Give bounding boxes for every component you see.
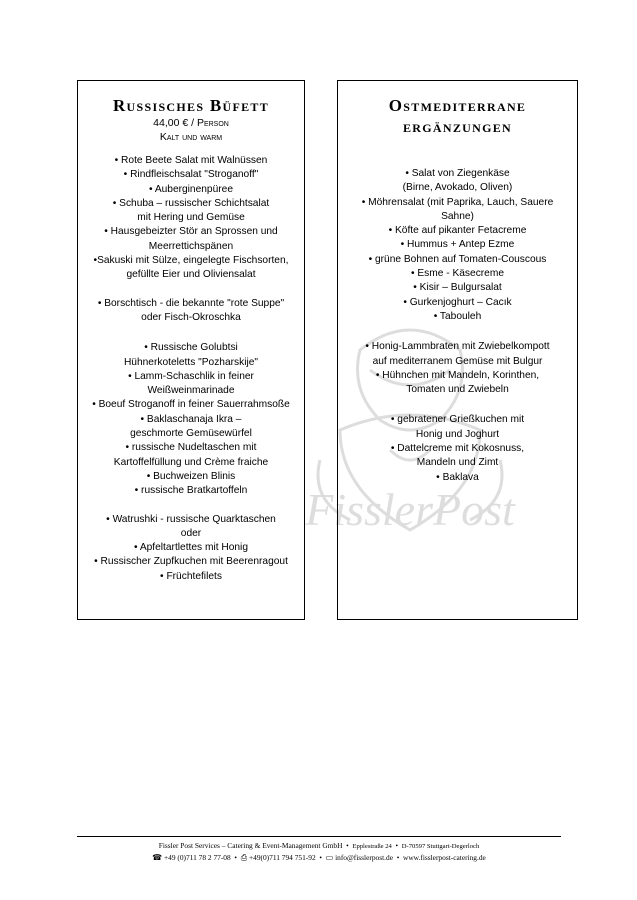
- menu-group-soup: [78, 297, 304, 326]
- menu-line: • Hausgebeizter Stör an Sprossen und: [104, 226, 278, 238]
- menu-line: • Russischer Zupfkuchen mit Beerenragout: [94, 556, 288, 568]
- menu-group-mains: [338, 340, 577, 397]
- menu-line: Meerrettichspänen: [148, 240, 234, 252]
- menu-line: Hühnerkoteletts "Pozharskije": [123, 356, 259, 368]
- menu-line: geschmorte Gemüsewürfel: [130, 428, 252, 440]
- menu-line: • Hühnchen mit Mandeln, Korinthen,: [375, 369, 540, 381]
- footer-line-1: Fissler Post Services – Catering & Event-Management GmbH • Epplestraße 24 • D-70597 Stuttgart-Degerloch: [158, 841, 480, 850]
- website-link[interactable]: www.fisslerpost-catering.de: [402, 853, 486, 862]
- menu-line: Mandeln und Zimt: [416, 457, 499, 469]
- fax-icon: ⎙: [240, 853, 248, 862]
- menu-line: • Schuba – russischer Schichtsalat: [112, 197, 270, 209]
- menu-line: • Lamm-Schaschlik in feiner: [128, 370, 254, 382]
- street-address: Epplestraße 24: [352, 843, 392, 850]
- menu-line: • Gurkenjoghurt – Cacık: [403, 296, 512, 308]
- menu-line: mit Hering und Gemüse: [137, 212, 245, 224]
- panel-subtitle: Kalt und warm: [159, 131, 223, 143]
- menu-line: Honig und Joghurt: [415, 428, 500, 440]
- menu-line: Kartoffelfüllung und Crème fraiche: [113, 456, 269, 468]
- menu-group-desserts: [338, 413, 577, 484]
- menu-line: • Rote Beete Salat mit Walnüssen: [114, 155, 268, 166]
- menu-line: • Dattelcreme mit Kokosnuss,: [390, 443, 525, 455]
- menu-line: • Früchtefilets: [160, 570, 222, 582]
- menu-line: Weißweinmarinade: [147, 385, 235, 397]
- menu-line: • Auberginenpüree: [148, 183, 233, 195]
- eastern-mediterranean-panel: [337, 80, 578, 620]
- menu-line: gefüllte Eier und Oliviensalat: [126, 269, 256, 281]
- menu-line: • grüne Bohnen auf Tomaten-Couscous: [368, 253, 547, 265]
- menu-line: • Boeuf Stroganoff in feiner Sauerrahmsoße: [92, 399, 290, 411]
- page-footer: [77, 840, 561, 863]
- menu-line: • Tabouleh: [433, 310, 482, 322]
- menu-line: • Watrushki - russische Quarktaschen: [106, 513, 276, 525]
- footer-divider: [77, 836, 561, 837]
- panel-title-line-2: ergänzungen: [403, 117, 512, 136]
- menu-line: • Baklava: [436, 471, 479, 483]
- menu-line: • Salat von Ziegenkäse: [405, 168, 510, 179]
- menu-group-desserts: [78, 513, 304, 584]
- email-address[interactable]: info@fisslerpost.de: [335, 853, 393, 862]
- menu-line: Sahne): [441, 210, 474, 222]
- panel-title-line-1: Ostmediterrane: [388, 96, 527, 115]
- menu-group-mains: [78, 341, 304, 498]
- menu-line: • Köfte auf pikanter Fetacreme: [388, 225, 527, 237]
- menu-line: (Birne, Avokado, Oliven): [402, 182, 513, 194]
- menu-line: auf mediterranem Gemüse mit Bulgur: [372, 355, 543, 367]
- menu-line: • russische Nudeltaschen mit: [125, 442, 257, 454]
- company-name: Fissler Post Services – Catering & Event-Management GmbH: [158, 841, 343, 850]
- footer-line-2: ☎ +49 (0)711 78 2 77-08 • ⎙ +49(0)711 794 751-92 • ▭ info@fisslerpost.de • www.fisslerpost-catering.de: [152, 853, 486, 862]
- menu-line: • russische Bratkartoffeln: [134, 485, 248, 497]
- menu-line: • Möhrensalat (mit Paprika, Lauch, Sauere: [361, 196, 554, 208]
- watermark-text: FisslerPost: [305, 484, 515, 535]
- menu-line: • Russische Golubtsi: [144, 342, 238, 354]
- menu-line: • Buchweizen Blinis: [146, 470, 236, 482]
- menu-line: Tomaten und Zwiebeln: [406, 384, 509, 396]
- fax-number: +49(0)711 794 751-92: [248, 853, 316, 862]
- menu-line: oder: [180, 527, 202, 539]
- menu-line: • Honig-Lammbraten mit Zwiebelkompott: [365, 341, 550, 353]
- menu-line: • Rindfleischsalat "Stroganoff": [123, 169, 259, 181]
- menu-line: • gebratener Grießkuchen mit: [390, 414, 525, 426]
- price: 44,00 € / Person: [153, 117, 229, 129]
- menu-line: • Esme - Käsecreme: [410, 268, 505, 280]
- menu-line: oder Fisch-Okroschka: [141, 311, 241, 323]
- phone-number: +49 (0)711 78 2 77-08: [163, 853, 231, 862]
- menu-line: •Sakuski mit Sülze, eingelegte Fischsorten,: [93, 255, 289, 267]
- menu-line: • Apfeltartlettes mit Honig: [134, 542, 248, 554]
- panel-title: Russisches Büfett: [112, 96, 269, 115]
- menu-line: • Borschtisch - die bekannte "rote Suppe": [97, 297, 285, 309]
- menu-line: • Hummus + Antep Ezme: [400, 239, 515, 251]
- computer-icon: ▭: [325, 853, 334, 862]
- menu-line: • Kisir – Bulgursalat: [413, 282, 502, 294]
- menu-group-starters: [338, 167, 577, 324]
- telephone-icon: ☎: [152, 853, 163, 862]
- city-address: D-70597 Stuttgart-Degerloch: [401, 843, 480, 850]
- russian-buffet-panel: [77, 80, 305, 620]
- menu-group-starters: [78, 154, 304, 283]
- menu-line: • Baklaschanaja Ikra –: [140, 413, 242, 425]
